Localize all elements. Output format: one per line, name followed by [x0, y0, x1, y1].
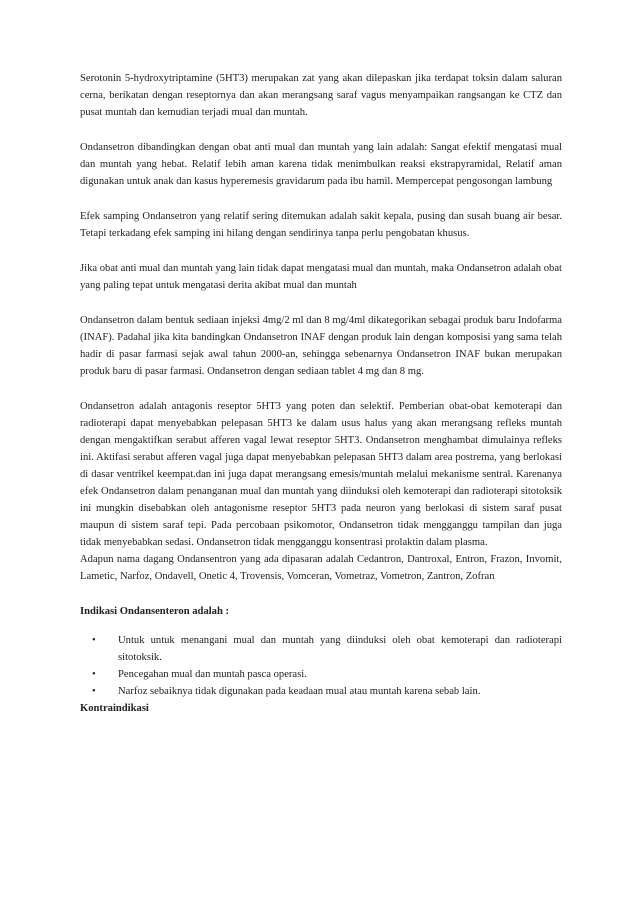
indikasi-heading: Indikasi Ondansenteron adalah : [80, 606, 230, 617]
list-item [92, 632, 562, 666]
bullet-icon: • [92, 686, 96, 697]
paragraph-serotonin: Serotonin 5-hydroxytriptamine (5HT3) merupakan zat yang akan dilepaskan jika terdapat toksin dalam saluran cerna, berikatan dengan reseptornya dan akan merangsang saraf vagus menyampaikan rangsangan ke CTZ dan pusat muntah dan kemudian terjadi mual dan muntah. [80, 73, 562, 118]
bullet-icon: • [92, 669, 96, 680]
bullet-icon: • [92, 635, 96, 646]
paragraph-side-effects: Efek samping Ondansetron yang relatif sering ditemukan adalah sakit kepala, pusing dan susah buang air besar. Tetapi terkadang efek samping ini hilang dengan sendirinya tanpa perlu pengobatan khusus. [80, 211, 562, 239]
list-item [92, 683, 562, 700]
kontraindikasi-heading: Kontraindikasi [80, 703, 149, 714]
list-item-text: Untuk untuk menangani mual dan muntah yang diinduksi oleh obat kemoterapi dan radioterapi sitotoksik. [118, 635, 562, 663]
paragraph-mechanism: Ondansetron adalah antagonis reseptor 5HT3 yang poten dan selektif. Pemberian obat-obat kemoterapi dan radioterapi dapat menyebabkan pelepasan 5HT3 ke dalam usus halus yang akan merangsang refleks muntah dengan mengaktifkan serabut afferen vagal lewat reseptor 5HT3. Ondansetron menghambat dimulainya refleks ini. Aktifasi serabut afferen vagal juga dapat menyebabkan pelepasan 5HT3 dalam area postrema, yang berlokasi di dasar ventrikel keempat.dan ini juga dapat merangsang emesis/muntah melalui mekanisme sentral. Karenanya efek Ondansetron dalam penanganan mual dan muntah yang diinduksi oleh kemoterapi dan radioterapi sitotoksik ini mungkin disebabkan oleh antagonisme reseptor 5HT3 pada neuron yang berlokasi di sistem saraf pusat maupun di sistem saraf tepi. Pada percobaan psikomotor, Ondansetron tidak mengganggu tampilan dan juga tidak menyebabkan sedasi. Ondansetron tidak mengganggu konsentrasi prolaktin dalam plasma. [80, 401, 562, 548]
list-item-text: Pencegahan mual dan muntah pasca operasi. [118, 669, 307, 680]
indikasi-list [80, 632, 562, 700]
list-item [92, 666, 562, 683]
paragraph-best-choice: Jika obat anti mual dan muntah yang lain tidak dapat mengatasi mual dan muntah, maka Ondansetron adalah obat yang paling tepat untuk mengatasi derita akibat mual dan muntah [80, 263, 562, 291]
paragraph-dosage-forms: Ondansetron dalam bentuk sediaan injeksi 4mg/2 ml dan 8 mg/4ml dikategorikan sebagai produk baru Indofarma (INAF). Padahal jika kita bandingkan Ondansetron INAF dengan produk lain dengan komposisi yang sama telah hadir di pasar farmasi sejak awal tahun 2000-an, sehingga sebenarnya Ondansetron INAF bukan merupakan produk baru di pasar farmasi. Ondansetron dengan sediaan tablet 4 mg dan 8 mg. [80, 315, 562, 377]
document-page [80, 70, 562, 717]
paragraph-comparison: Ondansetron dibandingkan dengan obat anti mual dan muntah yang lain adalah: Sangat efektif mengatasi mual dan muntah yang hebat. Relatif lebih aman karena tidak menimbulkan reaksi ekstrapyramidal, Relatif aman digunakan untuk anak dan kasus hyperemesis gravidarum pada ibu hamil. Mempercepat pengosongan lambung [80, 142, 562, 187]
list-item-text: Narfoz sebaiknya tidak digunakan pada keadaan mual atau muntah karena sebab lain. [118, 686, 481, 697]
paragraph-trade-names: Adapun nama dagang Ondansentron yang ada dipasaran adalah Cedantron, Dantroxal, Entron, Frazon, Invomit, Lametic, Narfoz, Ondavell, Onetic 4, Trovensis, Vomceran, Vometraz, Vometron, Zantron, Zofran [80, 554, 562, 582]
